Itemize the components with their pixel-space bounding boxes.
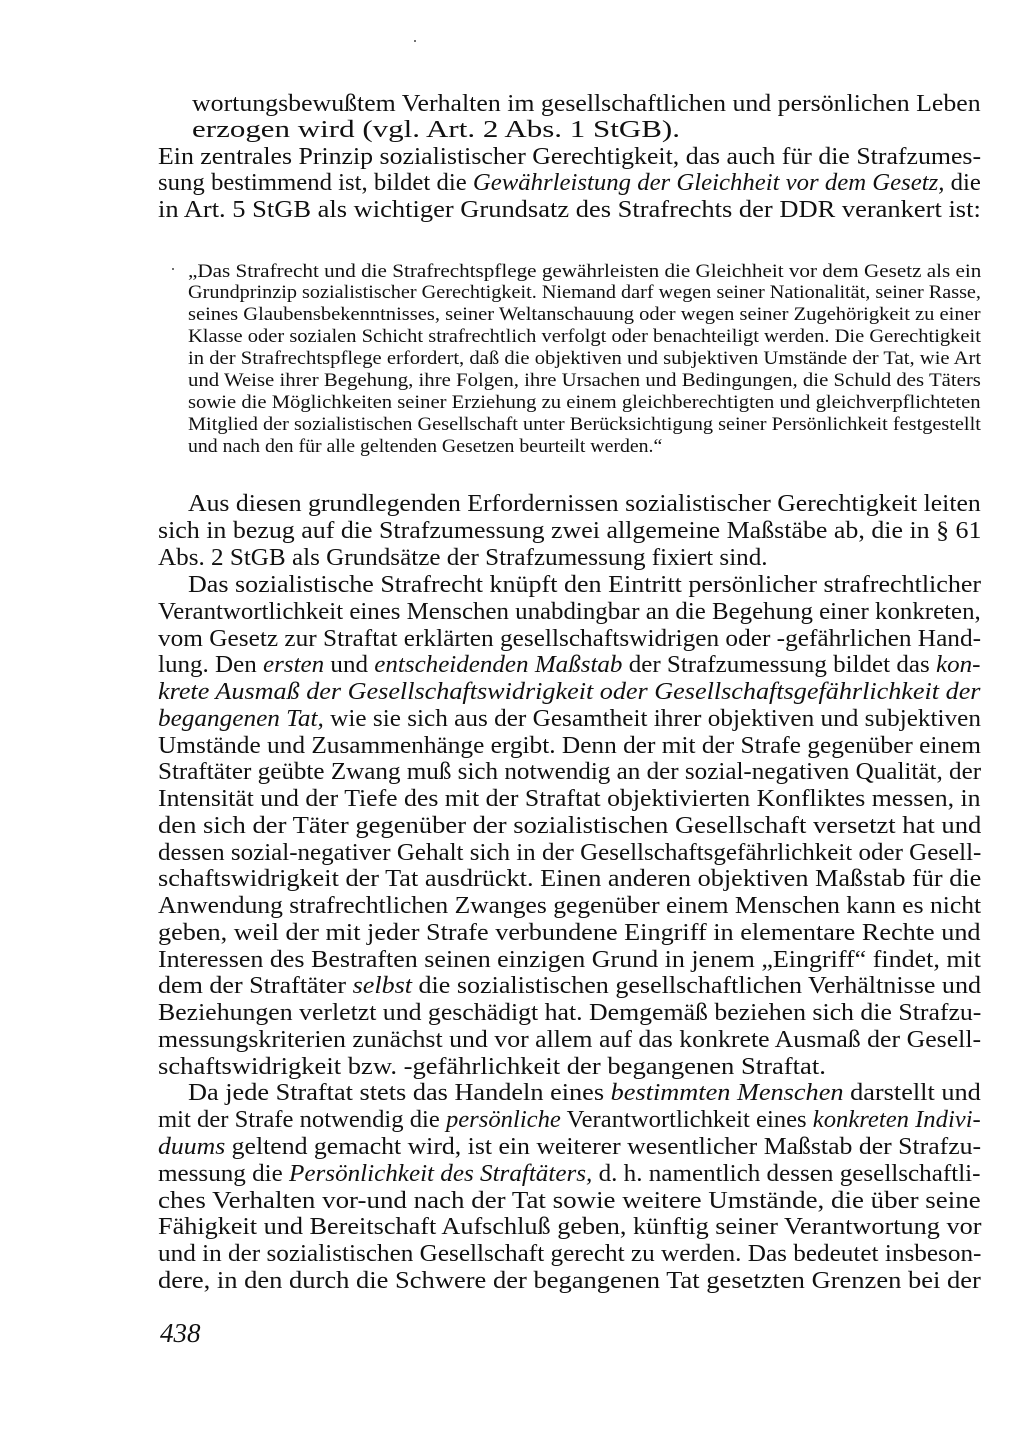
scan-speck: [414, 40, 416, 42]
text-span: Mitglied der sozialistischen Gesellschaft unter Berücksichtigung seiner Persönlichkeit festgestellt: [188, 414, 981, 435]
text-line: [158, 734, 981, 758]
text-line: [188, 492, 981, 516]
text-span: erzogen wird (vgl. Art. 2 Abs. 1 StGB).: [192, 117, 680, 143]
text-line: [158, 145, 981, 169]
text-span: dem der Straftäter: [158, 973, 353, 999]
text-span: Da jede Straftat stets das Handeln eines: [188, 1080, 611, 1106]
text-span: die sozialistischen gesellschaftlichen Verhältnisse und: [411, 973, 982, 999]
text-line: [158, 653, 980, 677]
text-line: [158, 519, 981, 543]
text-line: [158, 1055, 826, 1079]
emphasis-text: duums: [158, 1134, 226, 1160]
text-span: Intensität und der Tiefe des mit der Straftat objektivierten Konfliktes messen, in: [158, 786, 981, 812]
text-span: schaftswidrigkeit der Tat ausdrückt. Einen anderen objektiven Maßstab für die: [158, 866, 982, 892]
page-number: 438: [160, 1318, 201, 1348]
text-span: sung bestimmend ist, bildet die: [158, 170, 473, 196]
text-span: die: [944, 170, 981, 196]
text-span: sowie die Möglichkeiten seiner Erziehung zu einem gleichberechtigten und gleichverpflichteten: [188, 392, 981, 413]
text-line: [158, 867, 981, 891]
text-span: Klasse oder sozialen Schicht strafrechtlich verfolgt oder benachteiligt werden. Die Gerechtigkeit: [188, 326, 981, 347]
text-span: darstellt und: [843, 1080, 981, 1106]
text-line: [158, 171, 981, 195]
text-span: messung die: [158, 1161, 290, 1187]
text-span: in der Strafrechtspflege erfordert, daß die objektiven und subjektiven Umstände der Tat, wie Art: [188, 348, 982, 369]
text-span: „Das Strafrecht und die Strafrechtspflege gewährleisten die Gleichheit vor dem Gesetz als ein: [188, 261, 982, 282]
text-line: [158, 1135, 981, 1159]
emphasis-text: persönliche: [445, 1107, 561, 1133]
text-span: schaftswidrigkeit bzw. -gefährlichkeit der begangenen Straftat.: [158, 1054, 826, 1080]
text-span: d. h. namentlich dessen gesellschaftli-: [592, 1161, 981, 1187]
text-line: [158, 787, 980, 811]
text-line: [158, 600, 981, 624]
emphasis-text: begangenen Tat,: [158, 706, 324, 732]
quote-line: [188, 327, 981, 346]
emphasis-text: bestimmten Menschen: [610, 1080, 844, 1106]
text-span: dere, in den durch die Schwere der begangenen Tat gesetzten Grenzen bei der: [158, 1268, 981, 1294]
text-span: Grundprinzip sozialistischer Gerechtigkeit. Niemand darf wegen seiner Nationalität, seiner Rasse,: [188, 282, 981, 303]
text-span: Interessen des Bestraften seinen einzigen Grund in jenem „Eingriff“ findet, mit: [158, 947, 981, 973]
text-line: [192, 118, 680, 142]
quote-line: [188, 283, 981, 302]
text-line: [158, 1028, 981, 1052]
text-span: und: [324, 652, 375, 678]
scan-speck: [172, 268, 174, 270]
text-span: Verantwortlichkeit eines Menschen unabdingbar an die Begehung einer konkreten,: [158, 599, 981, 625]
text-line: [158, 1242, 981, 1266]
text-line: [158, 948, 981, 972]
emphasis-text: Persönlichkeit des Straftäters,: [289, 1161, 593, 1187]
text-span: geben, weil der mit jeder Strafe verbundene Eingriff in elementare Rechte und: [158, 920, 981, 946]
text-line: [158, 198, 981, 222]
text-span: Abs. 2 StGB als Grundsätze der Strafzumessung fixiert sind.: [158, 545, 768, 571]
text-span: Anwendung strafrechtlichen Zwanges gegenüber einem Menschen kann es nicht: [158, 893, 982, 919]
text-span: den sich der Täter gegenüber der sozialistischen Gesellschaft versetzt hat und: [158, 813, 982, 839]
text-line: [158, 841, 981, 865]
text-span: und Weise ihrer Begehung, ihre Folgen, ihre Ursachen und Bedingungen, die Schuld des Täters: [188, 370, 981, 391]
text-span: wie sie sich aus der Gesamtheit ihrer objektiven und subjektiven: [323, 706, 981, 732]
quote-line: [188, 415, 981, 434]
emphasis-text: entscheidenden Maßstab: [374, 652, 623, 678]
text-line: [158, 707, 981, 731]
text-line: [158, 1001, 981, 1025]
text-span: mit der Strafe notwendig die: [158, 1107, 446, 1133]
text-span: sich in bezug auf die Strafzumessung zwei allgemeine Maßstäbe ab, die in § 61: [158, 518, 982, 544]
emphasis-text: konkreten Indivi-: [812, 1107, 981, 1133]
text-span: dessen sozial-negativer Gehalt sich in der Gesellschaftsgefährlichkeit oder Gesell-: [158, 840, 982, 866]
quote-line: [188, 349, 981, 368]
text-line: [158, 627, 981, 651]
quote-line: [188, 437, 662, 456]
text-line: [192, 92, 981, 116]
quote-line: [188, 262, 981, 281]
emphasis-text: krete Ausmaß der Gesellschaftswidrigkeit oder Gesellschaftsgefährlichkeit der: [158, 679, 981, 705]
text-span: Fähigkeit und Bereitschaft Aufschluß geben, künftig seiner Verantwortung vor: [158, 1214, 982, 1240]
text-span: in Art. 5 StGB als wichtiger Grundsatz des Strafrechts der DDR verankert ist:: [158, 197, 981, 223]
text-line: [158, 1162, 981, 1186]
text-span: Beziehungen verletzt und geschädigt hat. Demgemäß beziehen sich die Strafzu-: [158, 1000, 982, 1026]
text-span: messungskriterien zunächst und vor allem auf das konkrete Ausmaß der Gesell-: [158, 1027, 982, 1053]
text-span: geltend gemacht wird, ist ein weiterer wesentlicher Maßstab der Strafzu-: [225, 1134, 982, 1160]
text-line: [158, 974, 981, 998]
text-line: [158, 1189, 981, 1213]
emphasis-text: kon-: [936, 652, 981, 678]
emphasis-text: Gewährleistung der Gleichheit vor dem Gesetz,: [472, 170, 945, 196]
text-span: und nach den für alle geltenden Gesetzen beurteilt werden.“: [188, 436, 663, 457]
text-line: [188, 573, 981, 597]
text-span: seines Glaubensbekenntnisses, seiner Weltanschauung oder wegen seiner Zugehörigkeit zu einer: [188, 304, 981, 325]
emphasis-text: ersten: [262, 652, 325, 678]
text-span: Umstände und Zusammenhänge ergibt. Denn der mit der Strafe gegenüber einem: [158, 733, 981, 759]
quote-line: [188, 305, 981, 324]
text-line: [158, 814, 981, 838]
text-span: Aus diesen grundlegenden Erfordernissen sozialistischer Gerechtigkeit leiten: [188, 491, 981, 517]
quote-line: [188, 371, 981, 390]
text-span: Ein zentrales Prinzip sozialistischer Gerechtigkeit, das auch für die Strafzumes-: [158, 144, 982, 170]
text-span: lung. Den: [158, 652, 263, 678]
text-line: [158, 546, 768, 570]
text-line: [158, 921, 981, 945]
text-span: wortungsbewußtem Verhalten im gesellschaftlichen und persönlichen Leben: [192, 91, 981, 117]
text-span: Verantwortlichkeit eines: [560, 1107, 813, 1133]
text-line: [158, 1108, 981, 1132]
text-line: [188, 1081, 981, 1105]
text-line: [158, 894, 981, 918]
text-span: und in der sozialistischen Gesellschaft gerecht zu werden. Das bedeutet insbeson-: [158, 1241, 982, 1267]
text-span: vom Gesetz zur Straftat erklärten gesellschaftswidrigen oder -gefährlichen Hand-: [158, 626, 982, 652]
text-span: ches Verhalten vor-und nach der Tat sowie weitere Umstände, die über seine: [158, 1188, 981, 1214]
emphasis-text: selbst: [352, 973, 412, 999]
text-span: der Strafzumessung bildet das: [622, 652, 937, 678]
text-line: [158, 1269, 981, 1293]
quote-line: [188, 393, 981, 412]
text-span: Straftäter geübte Zwang muß sich notwendig an der sozial-negativen Qualität, der: [158, 759, 982, 785]
text-span: Das sozialistische Strafrecht knüpft den Eintritt persönlicher strafrechtlicher: [188, 572, 982, 598]
text-line: [158, 760, 981, 784]
text-line: [158, 1215, 981, 1239]
text-line: [158, 680, 980, 704]
